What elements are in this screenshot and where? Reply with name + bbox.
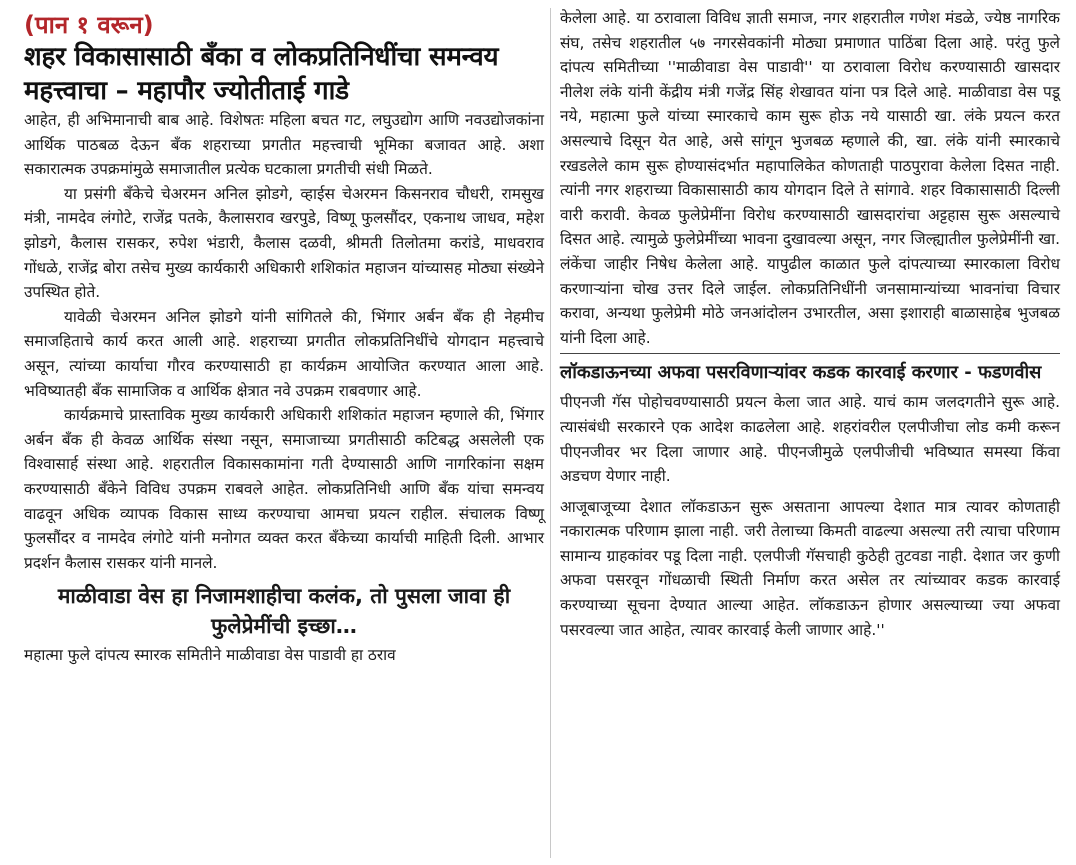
continued-from-page-label: (पान १ वरून) [24, 11, 154, 39]
article-paragraph: या प्रसंगी बँकेचे चेअरमन अनिल झोडगे, व्हाईस चेअरमन किसनराव चौधरी, रामसुख मंत्री, नामदेव लंगोटे, राजेंद्र पतके, कैलासराव खरपुडे, विष्णू फुलसौंदर, एकनाथ जाधव, महेश झोडगे, कैलास रासकर, रुपेश भंडारी, कैलास दळवी, श्रीमती तिलोतमा करांडे, माधवराव गोंधळे, राजेंद्र बोरा तसेच मुख्य कार्यकारी अधिकारी शशिकांत महाजन यांच्यासह मोठ्या संख्येने उपस्थित होते. [24, 184, 544, 302]
left-column [24, 0, 544, 668]
right-column [560, 0, 1060, 642]
column-divider [550, 8, 551, 858]
sub-article-headline: माळीवाडा वेस हा निजामशाहीचा कलंक, तो पुसला जावा ही फुलेप्रेमींची इच्छा… [57, 584, 511, 639]
article-paragraph: पीएनजी गॅस पोहोचवण्यासाठी प्रयत्न केला जात आहे. याचं काम जलदगतीने सुरू आहे. त्यासंबंधी सरकारने एक आदेश काढलेला आहे. शहरांवरील एलपीजीचा लोड कमी करून पीएनजीवर भर दिला जाणार आहे. पीएनजीमुळे एलपीजीची भविष्यात समस्या किंवा अडचण येणार नाही. [560, 393, 1060, 486]
section-rule [560, 353, 1060, 354]
article-headline: शहर विकासासाठी बँका व लोकप्रतिनिधींचा समन्वय महत्त्वाचा – महापौर ज्योतीताई गाडे [24, 42, 499, 106]
article-paragraph: कार्यक्रमाचे प्रास्ताविक मुख्य कार्यकारी अधिकारी शशिकांत महाजन म्हणाले की, भिंगार अर्बन बँक ही केवळ आर्थिक संस्था नसून, समाजाच्या प्रगतीसाठी कटिबद्ध असलेली एक विश्वासार्ह संस्था आहे. शहरातील विकासकामांना गती देण्यासाठी आणि नागरिकांना सक्षम करण्यासाठी बँकेने विविध उपक्रम राबवले आहेत. लोकप्रतिनिधी आणि बँक यांचा समन्वय वाढवून अधिक व्यापक विकास साध्य करण्याचा आमचा प्रयत्न राहील. संचालक विष्णू फुलसौंदर व नामदेव लंगोटे यांनी मनोगत व्यक्त करत बँकेच्या कार्याची माहिती दिली. आभार प्रदर्शन कैलास रासकर यांनी मानले. [24, 406, 544, 572]
article-paragraph: आहेत, ही अभिमानाची बाब आहे. विशेषतः महिला बचत गट, लघुउद्योग आणि नवउद्योजकांना आर्थिक पाठबळ देऊन बँक शहराच्या प्रगतीत महत्त्वाची भूमिका बजावत आहे. अशा सकारात्मक उपक्रमांमुळे समाजातील प्रत्येक घटकाला प्रगतीची संधी मिळते. [24, 111, 544, 179]
article-paragraph: आजूबाजूच्या देशात लॉकडाऊन सुरू असताना आपल्या देशात मात्र त्यावर कोणताही नकारात्मक परिणाम झाला नाही. जरी तेलाच्या किमती वाढल्या असल्या तरी त्याचा परिणाम सामान्य ग्राहकांवर पडू दिला नाही. एलपीजी गॅसचाही कुठेही तुटवडा नाही. देशात जर कुणी अफवा पसरवून गोंधळाची स्थिती निर्माण करत असेल तर त्यांच्यावर कडक कारवाई करण्याच्या सूचना देण्यात आल्या आहेत. लॉकडाऊन होणार असल्याच्या ज्या अफवा पसरवल्या जात आहेत, त्यावर कारवाई केली जाणार आहे.'' [560, 497, 1060, 639]
section-headline: लॉकडाऊनच्या अफवा पसरविणाऱ्यांवर कडक कारवाई करणार - फडणवीस [560, 362, 1042, 384]
article-paragraph: यावेळी चेअरमन अनिल झोडगे यांनी सांगितले की, भिंगार अर्बन बँक ही नेहमीच समाजहिताचे कार्य करत आली आहे. शहराच्या प्रगतीत लोकप्रतिनिधींचे योगदान महत्त्वाचे असून, त्यांच्या कार्याचा गौरव करण्यासाठी हा कार्यक्रम आयोजित करण्यात आला आहे. भविष्यातही बँक सामाजिक व आर्थिक क्षेत्रात नवे उपक्रम राबवणार आहे. [24, 307, 544, 400]
article-paragraph: केलेला आहे. या ठरावाला विविध ज्ञाती समाज, नगर शहरातील गणेश मंडळे, ज्येष्ठ नागरिक संघ, तसेच शहरातील ५७ नगरसेवकांनी मोठ्या प्रमाणात पाठिंबा दिला आहे. परंतु फुले दांपत्य समितीच्या ''माळीवाडा वेस पाडावी'' या ठरावाला विरोध करण्यासाठी खासदार नीलेश लंके यांनी केंद्रीय मंत्री गजेंद्र सिंह शेखावत यांना पत्र दिले आहे. माळीवाडा वेस पडू नये, महात्मा फुले यांच्या स्मारकाचे काम सुरू होऊ नये यासाठी खा. लंके प्रयत्न करत असल्याचे दिसून येत आहे, असे सांगून भुजबळ म्हणाले की, खा. लंके यांनी स्मारकाचे रखडलेले काम सुरू होण्यासंदर्भात महापालिकेत कोणताही पाठपुरावा केलेला दिसत नाही. त्यांनी नगर शहराच्या विकासासाठी काय योगदान दिले ते सांगावे. शहर विकासासाठी दिल्ली वारी करावी. केवळ फुलेप्रेमींना विरोध करण्यासाठी खासदारांचा अट्टहास सुरू असल्याचे दिसत आहे. त्यामुळे फुलेप्रेमींच्या भावना दुखावल्या असून, नगर जिल्ह्यातील फुलेप्रेमींनी खा. लंकेंचा जाहीर निषेध केलेला आहे. यापुढील काळात फुले दांपत्याच्या स्मारकाला विरोध करणाऱ्यांना चोख उत्तर दिले जाईल. लोकप्रतिनिधींनी जनसामान्यांच्या भावनांचा विचार करावा, अन्यथा फुलेप्रेमी मोठे जनआंदोलन उभारतील, असा इशाराही बाळासाहेब भुजबळ यांनी दिला आहे. [560, 9, 1060, 347]
article-paragraph: महात्मा फुले दांपत्य स्मारक समितीने माळीवाडा वेस पाडावी हा ठराव [24, 646, 396, 665]
